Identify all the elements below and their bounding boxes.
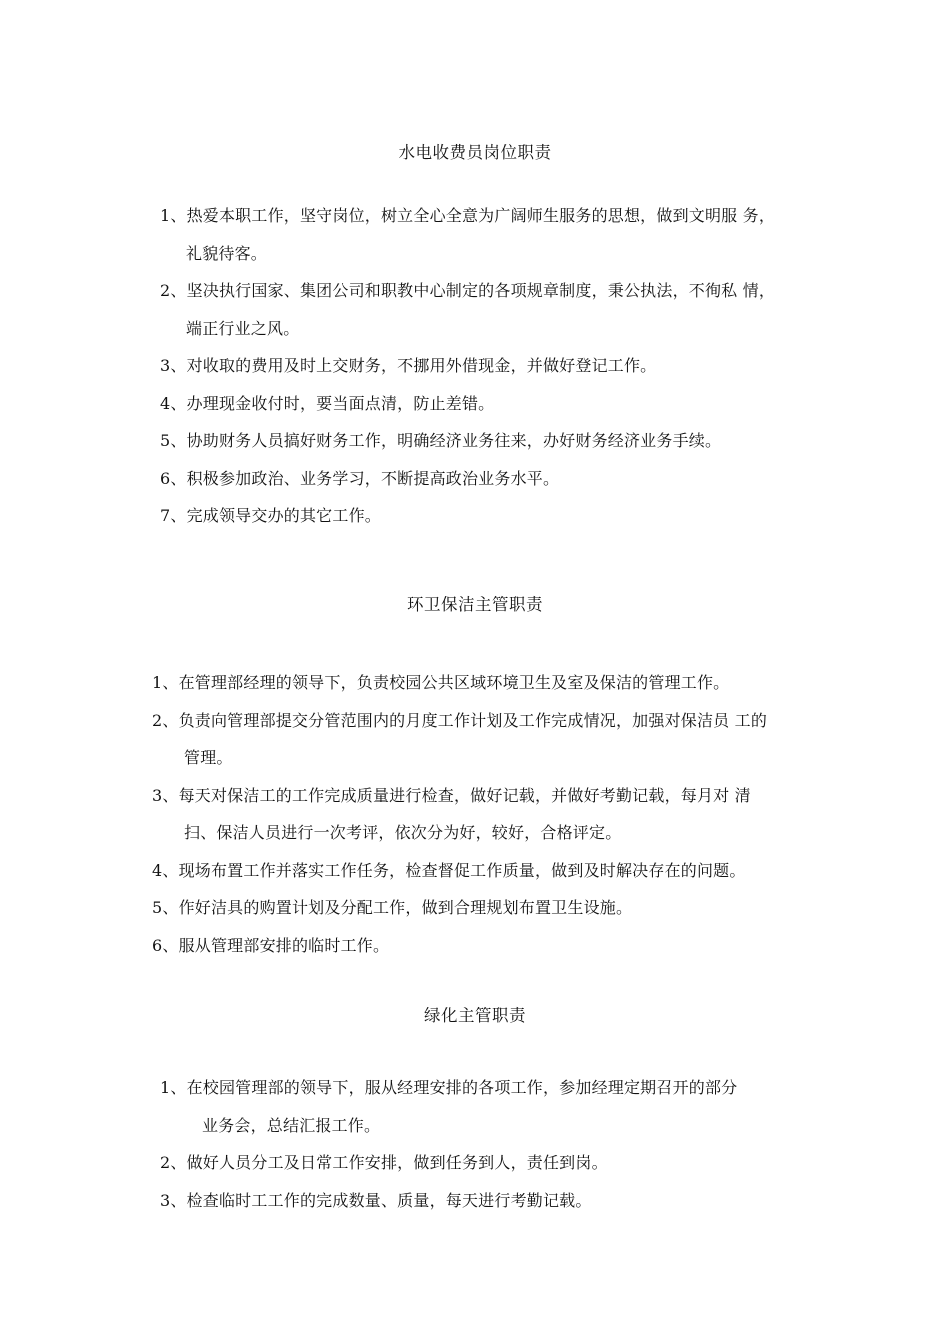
item-continuation: 扫、保洁人员进行一次考评，依次分为好，较好，合格评定。 <box>184 823 622 842</box>
list-item <box>160 197 950 272</box>
list-item <box>160 1144 950 1182</box>
list-item <box>160 422 950 460</box>
list-item <box>160 272 950 347</box>
item-line: 1、在管理部经理的领导下，负责校园公共区域环境卫生及室及保洁的管理工作。 <box>152 673 730 692</box>
list-item <box>160 1182 950 1220</box>
item-line: 2、做好人员分工及日常工作安排，做到任务到人，责任到岗。 <box>160 1153 608 1172</box>
item-continuation: 端正行业之风。 <box>186 318 300 338</box>
item-line: 3、每天对保洁工的工作完成质量进行检查，做好记载，并做好考勤记载，每月对 清 <box>152 785 751 805</box>
list-item <box>160 1069 950 1144</box>
section-title: 水电收费员岗位职责 <box>398 143 552 162</box>
duty-list <box>0 664 950 964</box>
item-line: 6、积极参加政治、业务学习，不断提高政治业务水平。 <box>160 468 560 488</box>
section-title: 绿化主管职责 <box>424 1006 526 1025</box>
section-water-electric-cashier <box>0 143 950 535</box>
item-continuation: 管理。 <box>184 748 233 767</box>
list-item <box>152 777 950 852</box>
section-sanitation-supervisor <box>0 595 950 964</box>
list-item <box>160 460 950 498</box>
item-line: 3、检查临时工工作的完成数量、质量，每天进行考勤记载。 <box>160 1190 592 1210</box>
section-greening-supervisor <box>0 1006 950 1219</box>
item-line: 4、现场布置工作并落实工作任务，检查督促工作质量，做到及时解决存在的问题。 <box>152 860 746 880</box>
list-item <box>152 889 950 927</box>
item-continuation: 礼貌待客。 <box>186 243 268 263</box>
section-title: 环卫保洁主管职责 <box>407 595 543 614</box>
list-item <box>152 664 950 702</box>
list-item <box>152 852 950 890</box>
item-line: 5、作好洁具的购置计划及分配工作，做到合理规划布置卫生设施。 <box>152 898 633 917</box>
duty-list <box>0 197 950 535</box>
item-line: 1、在校园管理部的领导下，服从经理安排的各项工作，参加经理定期召开的部分 <box>160 1078 738 1097</box>
list-item <box>152 927 950 965</box>
item-line: 1、热爱本职工作，坚守岗位，树立全心全意为广阔师生服务的思想，做到文明服 务， <box>160 206 776 225</box>
item-line: 2、负责向管理部提交分管范围内的月度工作计划及工作完成情况，加强对保洁员 工的 <box>152 710 768 730</box>
item-line: 4、办理现金收付时，要当面点清，防止差错。 <box>160 393 495 413</box>
item-line: 3、对收取的费用及时上交财务，不挪用外借现金，并做好登记工作。 <box>160 356 657 375</box>
item-line: 7、完成领导交办的其它工作。 <box>160 506 381 525</box>
duty-list <box>0 1069 950 1219</box>
list-item <box>160 497 950 535</box>
item-line: 2、坚决执行国家、集团公司和职教中心制定的各项规章制度，秉公执法，不徇私 情， <box>160 281 776 300</box>
item-line: 5、协助财务人员搞好财务工作，明确经济业务往来，办好财务经济业务手续。 <box>160 431 722 450</box>
list-item <box>160 347 950 385</box>
list-item <box>152 702 950 777</box>
item-line: 6、服从管理部安排的临时工作。 <box>152 935 390 955</box>
item-continuation: 业务会，总结汇报工作。 <box>202 1115 381 1135</box>
list-item <box>160 385 950 423</box>
